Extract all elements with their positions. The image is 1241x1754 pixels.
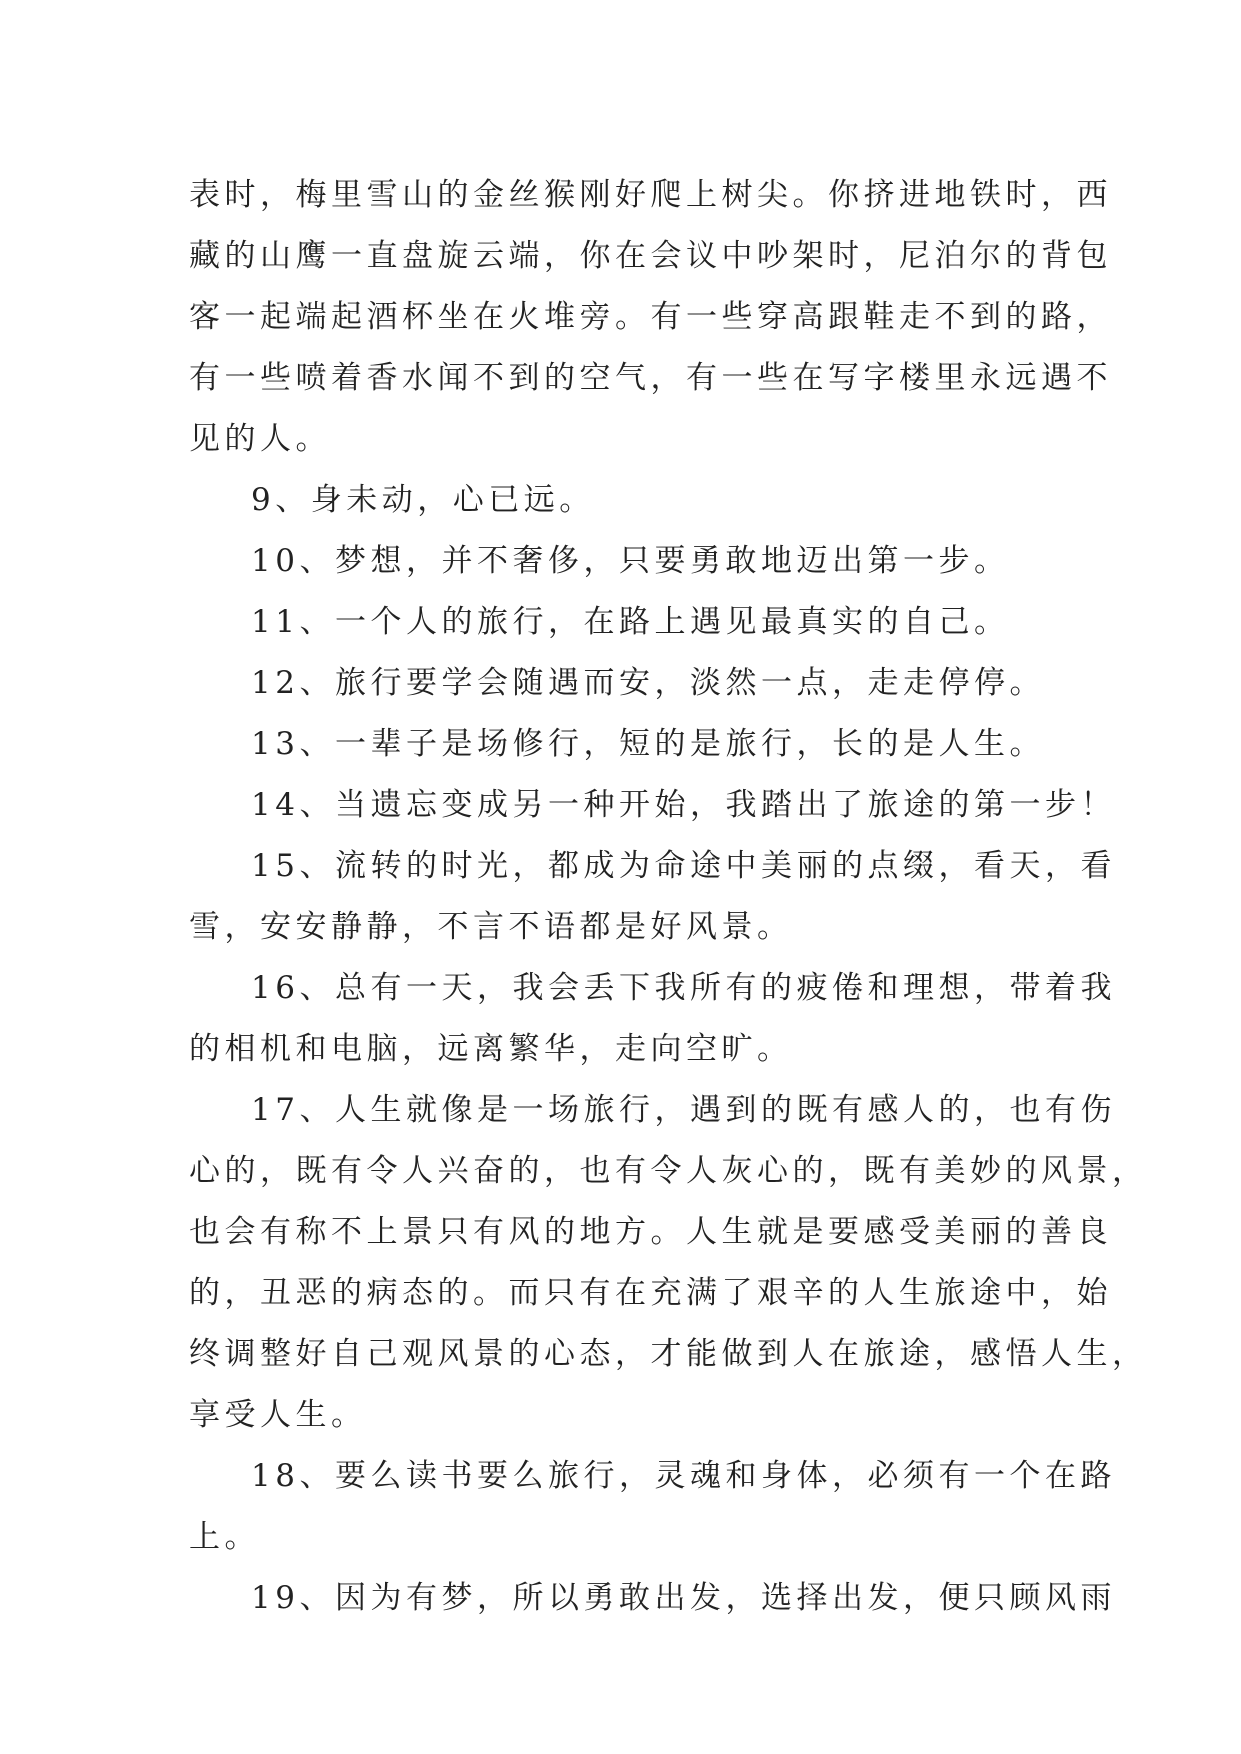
- text-line: 9、身未动，心已远。: [251, 482, 595, 518]
- text-line: 也会有称不上景只有风的地方。人生就是要感受美丽的善良: [189, 1214, 1112, 1250]
- text-line: 心的，既有令人兴奋的，也有令人灰心的，既有美妙的风景，: [189, 1153, 1148, 1189]
- text-line: 16、总有一天，我会丢下我所有的疲倦和理想，带着我: [251, 970, 1116, 1006]
- text-line: 的，丑恶的病态的。而只有在充满了艰辛的人生旅途中，始: [189, 1275, 1112, 1311]
- paragraph-item-11: [189, 592, 1069, 653]
- text-line: 15、流转的时光，都成为命途中美丽的点缀，看天，看: [251, 848, 1116, 884]
- text-line: 13、一辈子是场修行，短的是旅行，长的是人生。: [251, 726, 1045, 762]
- paragraph-item-14: [189, 775, 1116, 836]
- paragraph-continued: [189, 165, 1112, 470]
- text-line: 12、旅行要学会随遇而安，淡然一点，走走停停。: [251, 665, 1045, 701]
- paragraph-item-13: [189, 714, 1069, 775]
- paragraph-item-12: [189, 653, 1069, 714]
- text-line: 雪，安安静静，不言不语都是好风景。: [189, 909, 793, 945]
- document-body: [189, 165, 1148, 1629]
- text-line: 19、因为有梦，所以勇敢出发，选择出发，便只顾风雨: [251, 1580, 1116, 1616]
- text-line: 享受人生。: [189, 1397, 367, 1433]
- text-line: 终调整好自己观风景的心态，才能做到人在旅途，感悟人生，: [189, 1336, 1148, 1372]
- text-line: 10、梦想，并不奢侈，只要勇敢地迈出第一步。: [251, 543, 1010, 579]
- paragraph-item-9: [189, 470, 1069, 531]
- paragraph-item-15: [189, 836, 1116, 958]
- text-line: 藏的山鹰一直盘旋云端，你在会议中吵架时，尼泊尔的背包: [189, 238, 1112, 274]
- text-line: 上。: [189, 1519, 260, 1555]
- text-line: 表时，梅里雪山的金丝猴刚好爬上树尖。你挤进地铁时，西: [189, 177, 1112, 213]
- text-line: 有一些喷着香水闻不到的空气，有一些在写字楼里永远遇不: [189, 360, 1112, 396]
- paragraph-item-10: [189, 531, 1069, 592]
- paragraph-item-18: [189, 1446, 1116, 1568]
- text-line: 见的人。: [189, 421, 331, 457]
- text-line: 11、一个人的旅行，在路上遇见最真实的自己。: [251, 604, 1010, 640]
- text-line: 18、要么读书要么旅行，灵魂和身体，必须有一个在路: [251, 1458, 1116, 1494]
- text-line: 17、人生就像是一场旅行，遇到的既有感人的，也有伤: [251, 1092, 1116, 1128]
- paragraph-item-19: [189, 1568, 1116, 1629]
- text-line: 的相机和电脑，远离繁华，走向空旷。: [189, 1031, 793, 1067]
- paragraph-item-16: [189, 958, 1116, 1080]
- text-line: 14、当遗忘变成另一种开始，我踏出了旅途的第一步！: [251, 787, 1116, 823]
- paragraph-item-17: [189, 1080, 1148, 1446]
- text-line: 客一起端起酒杯坐在火堆旁。有一些穿高跟鞋走不到的路，: [189, 299, 1112, 335]
